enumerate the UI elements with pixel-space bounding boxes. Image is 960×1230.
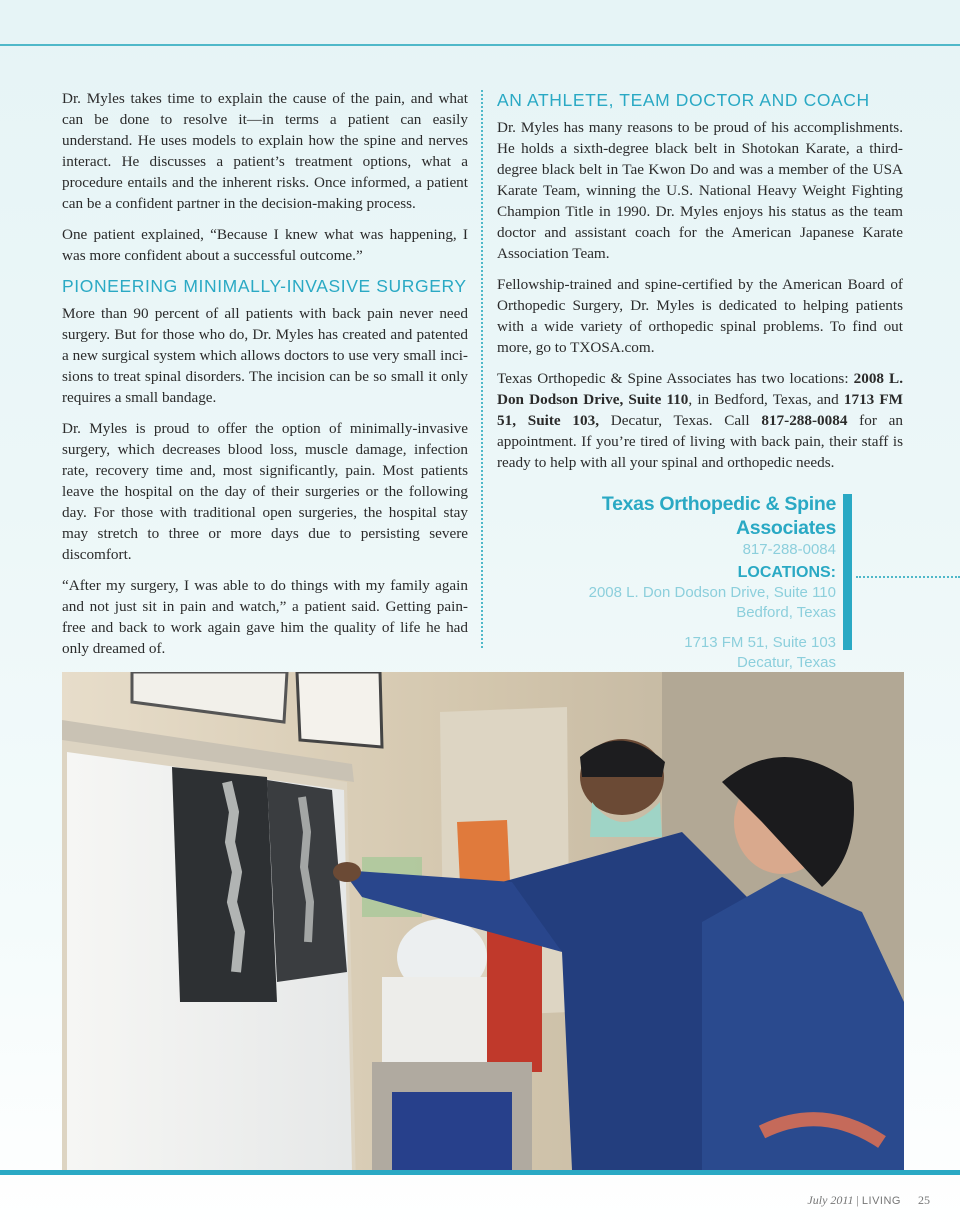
bedford-address: 2008 L. Don Dodson Drive, Suite 110 (497, 370, 903, 408)
location-2-city: Decatur, Texas (737, 654, 836, 671)
column-divider (481, 90, 483, 648)
infobox-accent-bar (843, 494, 852, 650)
footer-separator: | (856, 1193, 859, 1207)
contact-infobox (500, 492, 836, 673)
left-paragraph-2: One patient explained, “Because I knew what was happening, I was more confident about a successful outcome.” (62, 226, 468, 264)
top-rule (0, 44, 960, 46)
infobox-locations-label: LOCATIONS: (737, 564, 836, 581)
right-paragraph-1: Dr. Myles has many reasons to be proud of his accomplishments. He holds a sixth-degree black belt in Shotokan Karate, a third-degree black belt in Tae Kwon Do and was a member of the USA Karate Team, winning the U.S. National Heavy Weight Fighting Champion Title in 1990. Dr. Myles enjoys his status as the team doctor and assistant coach for the American Japanese Karate Association Team. (497, 119, 903, 262)
left-paragraph-1: Dr. Myles takes time to explain the cause of the pain, and what can be done to resolve it—in terms a patient can easily understand. He uses models to explain how the spine and nerves interact. He discusses a patient’s treatment options, what a procedure entails and the inherent risks. Once informed, a patient can be a confident partner in the decision-making process. (62, 90, 468, 212)
heading-minimally-invasive: PIONEERING MINIMALLY-INVASIVE SURGERY (62, 276, 467, 296)
left-column (62, 88, 468, 669)
footer-date: July 2011 (807, 1193, 854, 1207)
right-column (497, 88, 903, 483)
left-paragraph-4: Dr. Myles is proud to offer the option of minimally-invasive surgery, which decreases blood loss, muscle damage, infection rate, recovery time and, most significantly, pain. Most patients leave the hospital on the day of their surgeries or the following day. For those with traditional open surgeries, the hospital stay may stretch to three or more days due to persisting severe discomfort. (62, 420, 468, 563)
right-paragraph-2: Fellowship-trained and spine-certified by the American Board of Orthopedic Surgery, Dr. Myles is dedicated to helping patients with a wide variety of orthopedic spinal problems. To find out more, go to TXOSA.com. (497, 276, 903, 356)
text-run: , in Bedford, Texas, and (688, 391, 844, 408)
infobox-dotted-leader (856, 576, 960, 578)
photo-doctors-viewing-xrays (62, 672, 904, 1170)
right-paragraph-3 (497, 368, 903, 473)
page-number: 25 (918, 1193, 930, 1207)
location-1-city: Bedford, Texas (736, 604, 836, 621)
text-run: Texas Orthopedic & Spine Associates has two locations: (497, 370, 854, 387)
text-run: Decatur, Texas. Call (599, 412, 762, 429)
location-1-street: 2008 L. Don Dodson Drive, Suite 110 (588, 584, 836, 601)
phone-number: 817-288-0084 (761, 412, 848, 429)
heading-athlete-doctor-coach: AN ATHLETE, TEAM DOCTOR AND COACH (497, 90, 870, 110)
bottom-rule (0, 1170, 960, 1175)
infobox-title: Texas Orthopedic & Spine Associates (601, 493, 836, 539)
page-footer (807, 1193, 930, 1208)
text-run: for an appointment. If you’re tired of living with back pain, their staff is ready to help with all your spinal and orthopedic needs. (497, 412, 903, 471)
infobox-phone: 817-288-0084 (742, 541, 836, 558)
decatur-address: 1713 FM 51, Suite 103, (497, 391, 903, 429)
left-paragraph-5: “After my surgery, I was able to do things with my family again and not just sit in pain and watch,” a patient said. Getting pain-free and back to work again gave him the quality of life he had only dreamed of. (62, 577, 468, 657)
left-paragraph-3: More than 90 percent of all patients with back pain never need surgery. But for those who do, Dr. Myles has created and patented a new surgical system which allows doctors to use very small inci-sions to treat spinal disorders. The incision can be so small it only requires a small bandage. (62, 305, 468, 406)
footer-section: LIVING (861, 1195, 901, 1207)
photo-illustration (62, 672, 904, 1170)
location-2-street: 1713 FM 51, Suite 103 (684, 634, 836, 651)
